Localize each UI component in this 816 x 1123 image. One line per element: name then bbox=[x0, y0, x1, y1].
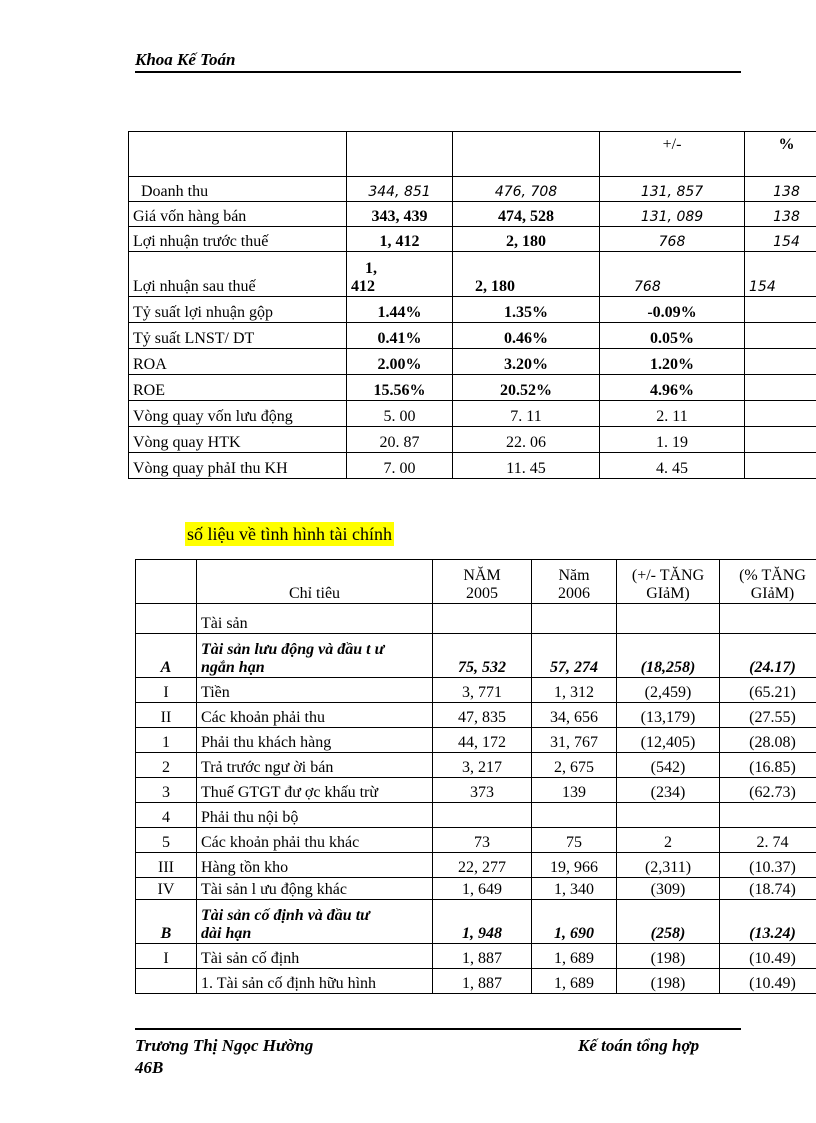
row-code: 3 bbox=[136, 778, 197, 803]
header-2005-line1: NĂM bbox=[463, 567, 501, 584]
value-pct bbox=[745, 297, 816, 323]
value-diff bbox=[617, 604, 720, 634]
value-2006: 7. 11 bbox=[453, 401, 600, 427]
value-diff: (2,311) bbox=[617, 853, 720, 878]
table-row bbox=[129, 453, 816, 479]
value-2005-part1: 1, bbox=[365, 260, 377, 277]
value-2006: 19, 966 bbox=[532, 853, 617, 878]
row-code: II bbox=[136, 703, 197, 728]
table-row bbox=[136, 853, 816, 878]
row-name: Các khoản phải thu bbox=[197, 703, 433, 728]
value-2005: 3, 771 bbox=[433, 678, 532, 703]
value-2006: 139 bbox=[532, 778, 617, 803]
value-2006: 3.20% bbox=[453, 349, 600, 375]
value-pct: 154 bbox=[745, 227, 816, 252]
value-2006: 2, 180 bbox=[453, 227, 600, 252]
table-row bbox=[136, 828, 816, 853]
footer-divider bbox=[135, 1028, 741, 1030]
table-row bbox=[129, 227, 816, 252]
header-diff-line1: (+/- TĂNG bbox=[631, 567, 705, 584]
header-cell bbox=[453, 132, 600, 177]
value-2006: 1, 689 bbox=[532, 969, 617, 994]
value-diff: (13,179) bbox=[617, 703, 720, 728]
value-2005: 20. 87 bbox=[347, 427, 453, 453]
balance-sheet-table bbox=[135, 559, 816, 994]
value-diff: (309) bbox=[617, 878, 720, 900]
value-diff: 768 bbox=[600, 227, 745, 252]
row-name: Trả trước ngư ời bán bbox=[197, 753, 433, 778]
value-diff: -0.09% bbox=[600, 297, 745, 323]
value-2006: 1, 689 bbox=[532, 944, 617, 969]
footer-author-name: Trương Thị Ngọc Hường bbox=[135, 1036, 314, 1055]
value-diff: 4. 45 bbox=[600, 453, 745, 479]
value-pct: (10.49) bbox=[720, 944, 816, 969]
row-code: III bbox=[136, 853, 197, 878]
header-cell bbox=[129, 132, 347, 177]
value-2006: 34, 656 bbox=[532, 703, 617, 728]
value-pct bbox=[745, 427, 816, 453]
row-code: IV bbox=[136, 878, 197, 900]
row-name: Phải thu nội bộ bbox=[197, 803, 433, 828]
value-pct: (28.08) bbox=[720, 728, 816, 753]
value-diff: 131, 857 bbox=[600, 177, 745, 202]
value-2005: 7. 00 bbox=[347, 453, 453, 479]
table-header-row bbox=[136, 560, 816, 604]
value-pct bbox=[745, 323, 816, 349]
value-diff: (198) bbox=[617, 944, 720, 969]
row-code bbox=[136, 604, 197, 634]
value-diff: (12,405) bbox=[617, 728, 720, 753]
table-row bbox=[136, 878, 816, 900]
value-diff: 2 bbox=[617, 828, 720, 853]
row-label: Doanh thu bbox=[129, 177, 347, 202]
table-row bbox=[136, 969, 816, 994]
value-2006: 1.35% bbox=[453, 297, 600, 323]
header-cell bbox=[347, 132, 453, 177]
value-2005: 47, 835 bbox=[433, 703, 532, 728]
row-name-line1: Tài sản lưu động và đầu t ư bbox=[201, 641, 385, 658]
header-cell-2005 bbox=[433, 560, 532, 604]
table-row bbox=[129, 202, 816, 227]
header-cell-diff bbox=[617, 560, 720, 604]
value-diff: (258) bbox=[617, 900, 720, 944]
row-label: Giá vốn hàng bán bbox=[129, 202, 347, 227]
value-2005: 1, 649 bbox=[433, 878, 532, 900]
value-pct: 2. 74 bbox=[720, 828, 816, 853]
value-2005: 5. 00 bbox=[347, 401, 453, 427]
value-2006 bbox=[532, 604, 617, 634]
table-row bbox=[136, 604, 816, 634]
value-pct bbox=[720, 803, 816, 828]
row-name: 1. Tài sản cố định hữu hình bbox=[197, 969, 433, 994]
value-2005-part2: 412 bbox=[351, 278, 375, 295]
value-diff: (234) bbox=[617, 778, 720, 803]
value-diff: 2. 11 bbox=[600, 401, 745, 427]
value-2005: 1.44% bbox=[347, 297, 453, 323]
value-2005 bbox=[347, 252, 453, 297]
value-pct: (27.55) bbox=[720, 703, 816, 728]
footer-subject: Kế toán tổng hợp bbox=[578, 1036, 700, 1055]
value-2005: 15.56% bbox=[347, 375, 453, 401]
row-name: Phải thu khách hàng bbox=[197, 728, 433, 753]
value-2005: 75, 532 bbox=[433, 634, 532, 678]
header-cell-indicator: Chỉ tiêu bbox=[197, 560, 433, 604]
row-label: Vòng quay vốn lưu động bbox=[129, 401, 347, 427]
value-2005: 1, 887 bbox=[433, 969, 532, 994]
row-label: Lợi nhuận trước thuế bbox=[129, 227, 347, 252]
value-diff: (2,459) bbox=[617, 678, 720, 703]
row-name: Tài sản l ưu động khác bbox=[197, 878, 433, 900]
value-diff: (198) bbox=[617, 969, 720, 994]
value-diff: 768 bbox=[600, 252, 745, 297]
value-2006: 31, 767 bbox=[532, 728, 617, 753]
value-2006: 1, 312 bbox=[532, 678, 617, 703]
footer-author-class: 46B bbox=[135, 1058, 164, 1077]
footer-author bbox=[135, 1035, 313, 1079]
value-2006: 1, 690 bbox=[532, 900, 617, 944]
row-label: Vòng quay HTK bbox=[129, 427, 347, 453]
value-2006: 20.52% bbox=[453, 375, 600, 401]
value-pct: (13.24) bbox=[720, 900, 816, 944]
value-2006: 476, 708 bbox=[453, 177, 600, 202]
row-code: I bbox=[136, 678, 197, 703]
row-code: 1 bbox=[136, 728, 197, 753]
value-diff bbox=[617, 803, 720, 828]
value-pct bbox=[720, 604, 816, 634]
value-pct: (24.17) bbox=[720, 634, 816, 678]
row-label: ROE bbox=[129, 375, 347, 401]
row-name-line2: dài hạn bbox=[201, 925, 252, 942]
row-code: 2 bbox=[136, 753, 197, 778]
value-diff: 0.05% bbox=[600, 323, 745, 349]
value-pct: (16.85) bbox=[720, 753, 816, 778]
value-2005: 1, 887 bbox=[433, 944, 532, 969]
value-2006: 75 bbox=[532, 828, 617, 853]
table-row bbox=[136, 900, 816, 944]
table-row bbox=[136, 944, 816, 969]
value-2005: 344, 851 bbox=[347, 177, 453, 202]
row-code: 4 bbox=[136, 803, 197, 828]
row-name-line2: ngắn hạn bbox=[201, 659, 265, 676]
financial-indicators-table bbox=[128, 131, 816, 479]
row-code: B bbox=[136, 900, 197, 944]
row-code bbox=[136, 969, 197, 994]
row-label: ROA bbox=[129, 349, 347, 375]
value-pct bbox=[745, 375, 816, 401]
row-name: Tài sản bbox=[197, 604, 433, 634]
row-name-line1: Tài sản cố định và đầu tư bbox=[201, 907, 370, 924]
value-2006: 22. 06 bbox=[453, 427, 600, 453]
value-2005: 73 bbox=[433, 828, 532, 853]
value-2005: 0.41% bbox=[347, 323, 453, 349]
header-2005-line2: 2005 bbox=[466, 585, 498, 602]
value-pct: 138 bbox=[745, 177, 816, 202]
value-2005: 1, 412 bbox=[347, 227, 453, 252]
value-2005: 373 bbox=[433, 778, 532, 803]
table-row bbox=[136, 703, 816, 728]
table-row bbox=[129, 427, 816, 453]
table-row bbox=[129, 375, 816, 401]
value-pct bbox=[745, 453, 816, 479]
row-code: I bbox=[136, 944, 197, 969]
table-row bbox=[129, 177, 816, 202]
row-code: 5 bbox=[136, 828, 197, 853]
value-pct: (18.74) bbox=[720, 878, 816, 900]
value-pct: 138 bbox=[745, 202, 816, 227]
header-divider bbox=[135, 71, 741, 73]
value-2005: 343, 439 bbox=[347, 202, 453, 227]
header-cell-diff: +/- bbox=[600, 132, 745, 177]
row-label: Lợi nhuận sau thuế bbox=[129, 252, 347, 297]
value-pct: (62.73) bbox=[720, 778, 816, 803]
header-cell-code bbox=[136, 560, 197, 604]
value-pct bbox=[745, 349, 816, 375]
table-header-row bbox=[129, 132, 816, 177]
value-2005: 2.00% bbox=[347, 349, 453, 375]
row-name: Tài sản cố định bbox=[197, 944, 433, 969]
table-row bbox=[136, 634, 816, 678]
section-heading: số liệu về tình hình tài chính bbox=[187, 524, 392, 544]
row-name bbox=[197, 900, 433, 944]
value-pct: (10.49) bbox=[720, 969, 816, 994]
value-2005: 22, 277 bbox=[433, 853, 532, 878]
value-diff: (18,258) bbox=[617, 634, 720, 678]
header-diff-line2: GIảM) bbox=[646, 585, 690, 602]
value-2005 bbox=[433, 604, 532, 634]
value-diff: (542) bbox=[617, 753, 720, 778]
table-row bbox=[129, 323, 816, 349]
value-2006 bbox=[532, 803, 617, 828]
value-2005: 1, 948 bbox=[433, 900, 532, 944]
value-2006: 1, 340 bbox=[532, 878, 617, 900]
value-2006: 2, 675 bbox=[532, 753, 617, 778]
table-row bbox=[136, 753, 816, 778]
table-row bbox=[136, 728, 816, 753]
table-row bbox=[129, 252, 816, 297]
row-label: Tỷ suất lợi nhuận gộp bbox=[129, 297, 347, 323]
row-name bbox=[197, 634, 433, 678]
row-label: Vòng quay phảI thu KH bbox=[129, 453, 347, 479]
value-2006: 474, 528 bbox=[453, 202, 600, 227]
header-cell-pct bbox=[720, 560, 816, 604]
value-2006: 2, 180 bbox=[453, 252, 600, 297]
value-diff: 1.20% bbox=[600, 349, 745, 375]
row-name: Tiền bbox=[197, 678, 433, 703]
row-name: Các khoản phải thu khác bbox=[197, 828, 433, 853]
value-2005: 3, 217 bbox=[433, 753, 532, 778]
value-2006: 57, 274 bbox=[532, 634, 617, 678]
header-pct-line2: GIảM) bbox=[750, 585, 795, 602]
table-row bbox=[136, 678, 816, 703]
value-2006: 11. 45 bbox=[453, 453, 600, 479]
row-name: Thuế GTGT đư ợc khấu trừ bbox=[197, 778, 433, 803]
table-row bbox=[129, 401, 816, 427]
row-label: Tỷ suất LNST/ DT bbox=[129, 323, 347, 349]
value-2006: 0.46% bbox=[453, 323, 600, 349]
value-pct bbox=[745, 401, 816, 427]
value-2005: 44, 172 bbox=[433, 728, 532, 753]
value-diff: 4.96% bbox=[600, 375, 745, 401]
value-pct: (65.21) bbox=[720, 678, 816, 703]
value-diff: 131, 089 bbox=[600, 202, 745, 227]
value-diff: 1. 19 bbox=[600, 427, 745, 453]
table-row bbox=[136, 778, 816, 803]
row-code: A bbox=[136, 634, 197, 678]
value-pct: 154 bbox=[745, 252, 816, 297]
header-pct-line1: (% TĂNG bbox=[739, 567, 806, 584]
table-row bbox=[129, 349, 816, 375]
table-row bbox=[129, 297, 816, 323]
value-pct: (10.37) bbox=[720, 853, 816, 878]
header-2006-line2: 2006 bbox=[558, 585, 590, 602]
row-name: Hàng tồn kho bbox=[197, 853, 433, 878]
page-header-title: Khoa Kế Toán bbox=[135, 50, 236, 69]
value-2005 bbox=[433, 803, 532, 828]
header-2006-line1: Năm bbox=[558, 567, 590, 584]
header-cell-pct: % bbox=[745, 132, 816, 177]
table-row bbox=[136, 803, 816, 828]
header-cell-2006 bbox=[532, 560, 617, 604]
